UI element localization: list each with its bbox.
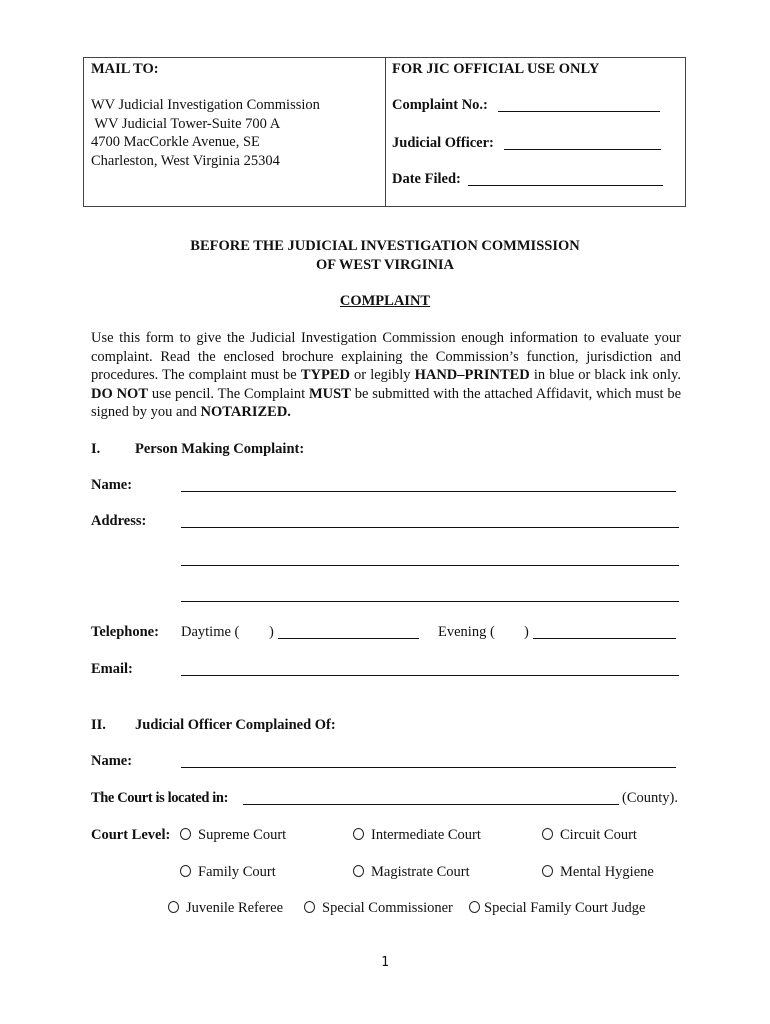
option-label: Mental Hygiene [560,864,654,880]
mail-to-label: MAIL TO: [91,61,159,77]
intro-emphasis: DO NOT [91,385,148,402]
radio-circle-icon[interactable] [469,901,480,913]
complaint-no-label: Complaint No.: [392,97,488,113]
radio-circle-icon[interactable] [542,865,553,877]
intro-text: be submitted with the attached Affidavit, which must be signed by you and [91,385,682,421]
court-location-label: The Court is located in: [91,790,229,806]
address-line: WV Judicial Investigation Commission [91,97,320,113]
option-label: Circuit Court [560,827,637,843]
court-county-field[interactable] [243,804,619,805]
court-level-option-supreme[interactable] [180,827,286,844]
option-label: Intermediate Court [371,827,481,843]
date-filed-field[interactable] [468,185,663,186]
evening-phone-field[interactable] [533,638,676,639]
radio-circle-icon[interactable] [353,828,364,840]
mailing-address [91,96,320,170]
option-label: Special Commissioner [322,900,453,916]
official-use-label: FOR JIC OFFICIAL USE ONLY [392,61,600,77]
court-level-option-family[interactable] [180,864,276,881]
radio-circle-icon[interactable] [304,901,315,913]
radio-circle-icon[interactable] [353,865,364,877]
radio-circle-icon[interactable] [180,865,191,877]
county-suffix: (County). [622,790,678,806]
commission-title: BEFORE THE JUDICIAL INVESTIGATION COMMISSION [190,238,580,254]
intro-emphasis: HAND–PRINTED [414,367,530,384]
email-label: Email: [91,661,133,677]
intro-text: in blue or black ink only. [529,367,681,384]
daytime-phone-field[interactable] [278,638,419,639]
radio-circle-icon[interactable] [168,901,179,913]
email-field[interactable] [181,675,679,676]
complaint-no-field[interactable] [498,111,660,112]
judicial-officer-label: Judicial Officer: [392,135,494,151]
judicial-officer-field[interactable] [504,149,661,150]
complaint-title: COMPLAINT [339,293,431,309]
page-number: 1 [381,955,389,970]
officer-name-label: Name: [91,753,133,769]
court-level-option-juvenile-referee[interactable] [168,900,283,917]
telephone-label: Telephone: [91,624,159,640]
intro-text: use pencil. The Complaint [148,385,309,402]
radio-circle-icon[interactable] [180,828,191,840]
complainant-address-label: Address: [91,513,147,529]
evening-paren: ) [524,624,529,640]
option-label: Magistrate Court [371,864,470,880]
option-label: Juvenile Referee [186,900,284,916]
section1-numeral: I. [91,441,101,457]
intro-emphasis: NOTARIZED. [200,404,291,421]
court-level-label: Court Level: [91,827,171,843]
state-title: OF WEST VIRGINIA [315,257,455,273]
complainant-address-field-2[interactable] [181,565,679,566]
complainant-name-field[interactable] [181,491,676,492]
option-label: Special Family Court Judge [484,900,646,916]
court-level-option-intermediate[interactable] [353,827,481,844]
address-line: Charleston, West Virginia 25304 [91,152,280,169]
court-level-option-mental-hygiene[interactable] [542,864,654,881]
daytime-label: Daytime ( [181,624,240,640]
intro-emphasis: TYPED [300,367,350,384]
date-filed-label: Date Filed: [392,171,461,187]
intro-text: or legibly [349,367,415,384]
daytime-paren: ) [269,624,274,640]
officer-name-field[interactable] [181,767,676,768]
address-line: WV Judicial Tower-Suite 700 A [91,115,281,132]
radio-circle-icon[interactable] [542,828,553,840]
option-label: Supreme Court [198,827,287,843]
instructions-paragraph [91,329,681,422]
court-level-option-special-family-court-judge[interactable] [469,900,646,917]
intro-emphasis: MUST [309,385,351,402]
section2-numeral: II. [91,717,106,733]
complainant-name-label: Name: [91,477,133,493]
header-divider [385,57,386,207]
evening-label: Evening ( [438,624,495,640]
section1-heading: Person Making Complaint: [135,441,305,457]
section2-heading: Judicial Officer Complained Of: [135,717,336,733]
court-level-option-circuit[interactable] [542,827,637,844]
address-line: 4700 MacCorkle Avenue, SE [91,134,260,150]
complainant-address-field-3[interactable] [181,601,679,602]
option-label: Family Court [198,864,276,880]
court-level-option-magistrate[interactable] [353,864,470,881]
intro-text: Use this form to give the Judicial Investigation Commission enough information to evaluate your complaint. Read the enclosed brochure explaining the Commission’s function, jurisdiction and procedures. The complaint must be [91,330,681,384]
complainant-address-field-1[interactable] [181,527,679,528]
court-level-option-special-commissioner[interactable] [304,900,453,917]
